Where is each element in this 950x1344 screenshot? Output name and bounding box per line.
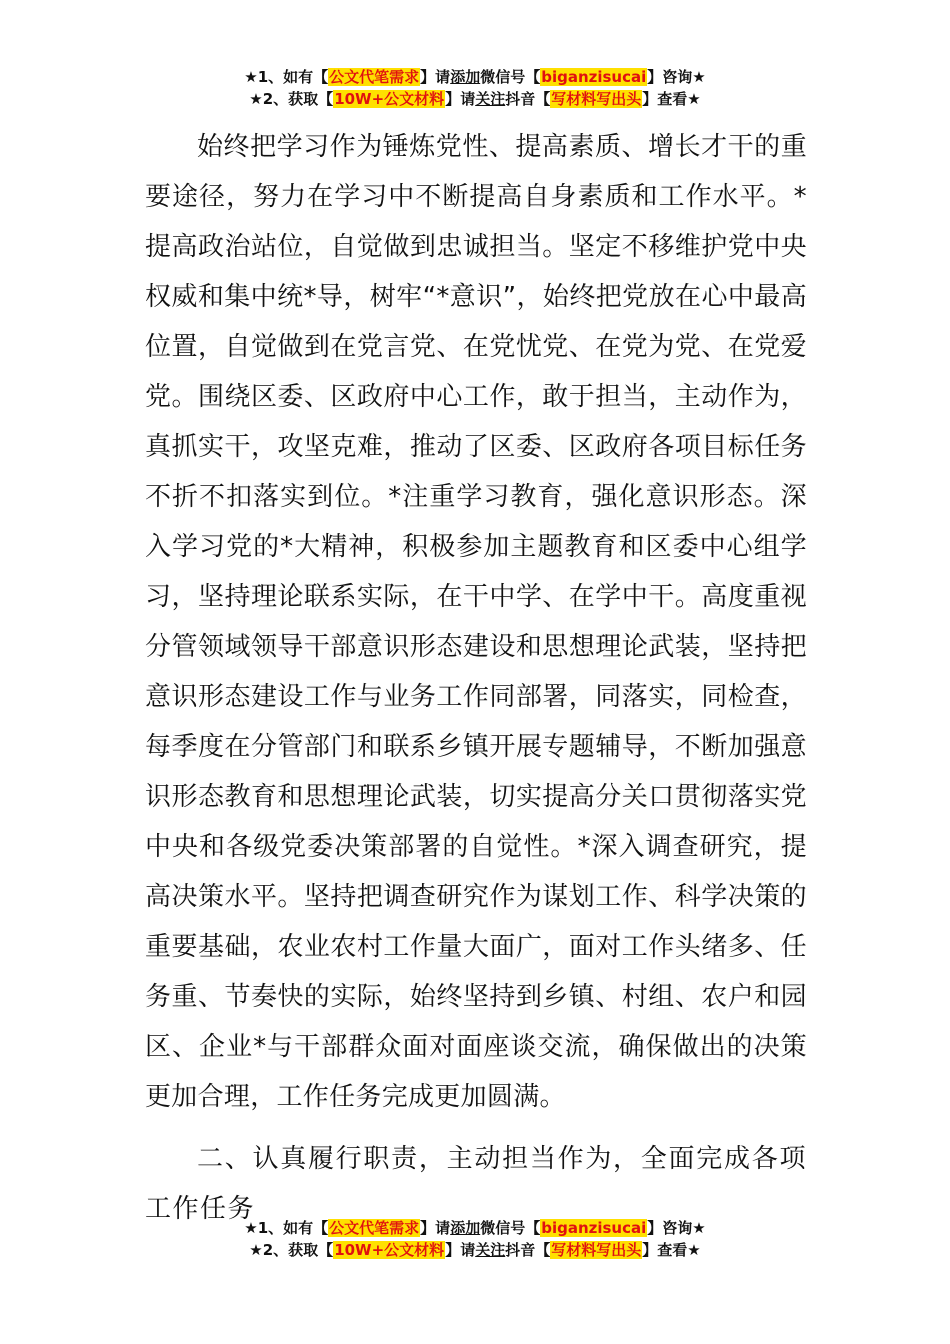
highlight-douyin-account: 写材料写出头 — [551, 1241, 642, 1259]
banner-text: ★2、获取【 — [249, 1241, 334, 1259]
banner-text: 】咨询★ — [647, 68, 706, 86]
banner-text: 】咨询★ — [647, 1219, 706, 1237]
banner-text: ★1、如有【 — [244, 1219, 329, 1237]
banner-text: 】请 — [420, 68, 451, 86]
banner-text: ★2、获取【 — [249, 90, 334, 108]
banner-line-1 — [0, 1217, 950, 1239]
banner-line-2 — [0, 88, 950, 110]
highlight-wechat-id: biganzisucai — [541, 68, 647, 86]
highlight-wechat-id: biganzisucai — [541, 1219, 647, 1237]
banner-text: 】查看★ — [642, 90, 701, 108]
highlight-service: 公文代笔需求 — [329, 68, 420, 86]
banner-underlined-text: 添加 — [450, 68, 481, 86]
body-paragraph: 始终把学习作为锤炼党性、提高素质、增长才干的重要途径，努力在学习中不断提高自身素质和工作水平。*提高政治站位，自觉做到忠诚担当。坚定不移维护党中央权威和集中统*导，树牢“*意识”，始终把党放在心中最高位置，自觉做到在党言党、在党忧党、在党为党、在党爱党。围绕区委、区政府中心工作，敢于担当，主动作为，真抓实干，攻坚克难，推动了区委、区政府各项目标任务不折不扣落实到位。*注重学习教育，强化意识形态。深入学习党的*大精神，积极参加主题教育和区委中心组学习，坚持理论联系实际，在干中学、在学中干。高度重视分管领域领导干部意识形态建设和思想理论武装，坚持把意识形态建设工作与业务工作同部署，同落实，同检查，每季度在分管部门和联系乡镇开展专题辅导，不断加强意识形态教育和思想理论武装，切实提高分关口贯彻落实党中央和各级党委决策部署的自觉性。*深入调查研究，提高决策水平。坚持把调查研究作为谋划工作、科学决策的重要基础，农业农村工作量大面广，面对工作头绪多、任务重、节奏快的实际，始终坚持到乡镇、村组、农户和园区、企业*与干部群众面对面座谈交流，确保做出的决策更加合理，工作任务完成更加圆满。 — [145, 132, 807, 1112]
highlight-service: 公文代笔需求 — [329, 1219, 420, 1237]
banner-underlined-text: 关注 — [475, 90, 506, 108]
banner-text: 】请 — [445, 1241, 476, 1259]
banner-text: 抖音【 — [505, 90, 551, 108]
section-heading: 二、认真履行职责，主动担当作为，全面完成各项工作任务 — [145, 1144, 807, 1224]
banner-text: 微信号【 — [480, 1219, 541, 1237]
banner-text: 微信号【 — [480, 68, 541, 86]
highlight-douyin-account: 写材料写出头 — [551, 90, 642, 108]
banner-line-1 — [0, 66, 950, 88]
banner-text: 】请 — [445, 90, 476, 108]
highlight-materials: 10W+公文材料 — [334, 1241, 445, 1259]
banner-line-2 — [0, 1239, 950, 1261]
document-body — [145, 122, 807, 1234]
highlight-materials: 10W+公文材料 — [334, 90, 445, 108]
banner-text: 】请 — [420, 1219, 451, 1237]
banner-text: ★1、如有【 — [244, 68, 329, 86]
footer-banner — [0, 1217, 950, 1261]
banner-underlined-text: 添加 — [450, 1219, 481, 1237]
banner-text: 抖音【 — [505, 1241, 551, 1259]
header-banner — [0, 66, 950, 110]
banner-text: 】查看★ — [642, 1241, 701, 1259]
banner-underlined-text: 关注 — [475, 1241, 506, 1259]
